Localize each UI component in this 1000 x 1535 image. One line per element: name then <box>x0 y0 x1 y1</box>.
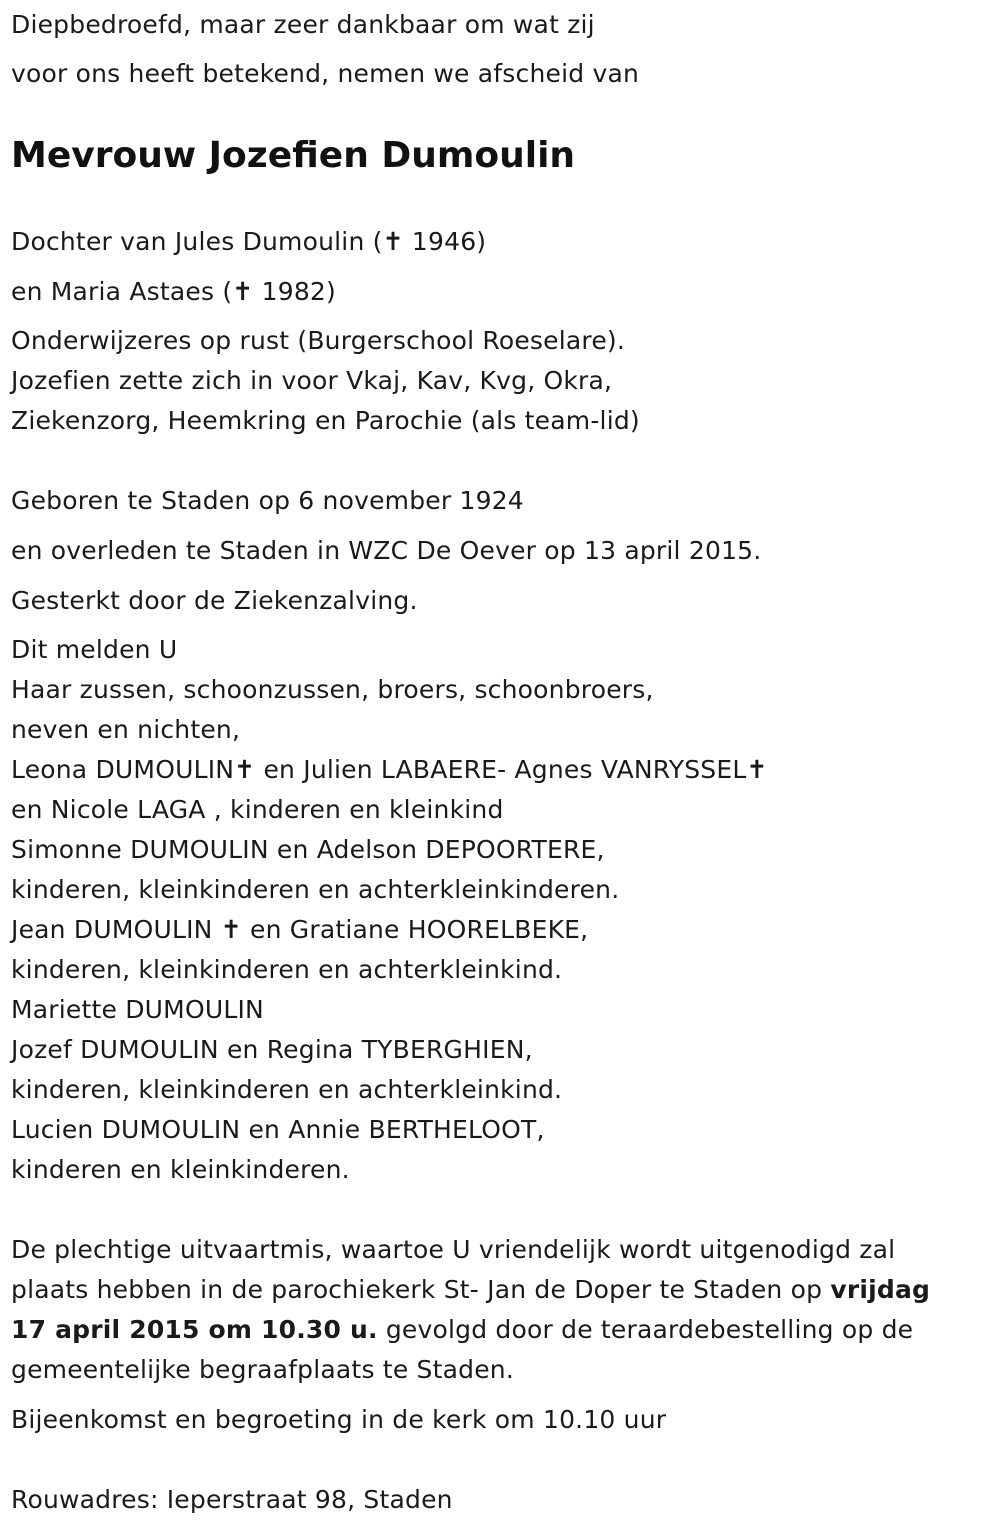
funeral-day: vrijdag <box>830 1275 931 1304</box>
intro-line-2: voor ons heeft betekend, nemen we afscheid van <box>11 59 640 88</box>
family-line: Jean DUMOULIN ✝ en Gratiane HOORELBEKE, <box>11 915 589 944</box>
death-line: en overleden te Staden in WZC De Oever op 13 april 2015. <box>11 536 762 565</box>
family-line: Simonne DUMOULIN en Adelson DEPOORTERE, <box>11 835 605 864</box>
family-line: kinderen, kleinkinderen en achterkleinkinderen. <box>11 875 620 904</box>
intro-line-1: Diepbedroefd, maar zeer dankbaar om wat zij <box>11 10 595 39</box>
family-line: Leona DUMOULIN✝ en Julien LABAERE- Agnes VANRYSSEL✝ <box>11 755 768 784</box>
funeral-place-text: plaats hebben in de parochiekerk St- Jan de Doper te Staden op <box>11 1275 831 1304</box>
parents-line-1: Dochter van Jules Dumoulin (✝ 1946) <box>11 227 487 256</box>
parents-line-2: en Maria Astaes (✝ 1982) <box>11 277 336 306</box>
funeral-burial-text: gevolgd door de teraardebestelling op de <box>377 1315 914 1344</box>
family-line: Mariette DUMOULIN <box>11 995 264 1024</box>
occupation-line: Onderwijzeres op rust (Burgerschool Roeselare). <box>11 326 626 355</box>
funeral-date-time: 17 april 2015 om 10.30 u. <box>11 1315 378 1344</box>
family-line: kinderen en kleinkinderen. <box>11 1155 350 1184</box>
funeral-line-3 <box>11 1314 913 1346</box>
engagement-line-2: Ziekenzorg, Heemkring en Parochie (als team-lid) <box>11 406 640 435</box>
family-line: kinderen, kleinkinderen en achterkleinkind. <box>11 1075 563 1104</box>
funeral-line-4: gemeentelijke begraafplaats te Staden. <box>11 1355 514 1384</box>
engagement-line-1: Jozefien zette zich in voor Vkaj, Kav, Kvg, Okra, <box>11 366 613 395</box>
family-line: Haar zussen, schoonzussen, broers, schoonbroers, <box>11 675 654 704</box>
gathering-line: Bijeenkomst en begroeting in de kerk om 10.10 uur <box>11 1405 667 1434</box>
sacrament-line: Gesterkt door de Ziekenzalving. <box>11 586 418 615</box>
family-line: en Nicole LAGA , kinderen en kleinkind <box>11 795 504 824</box>
deceased-name: Mevrouw Jozefien Dumoulin <box>11 135 576 176</box>
funeral-line-2 <box>11 1274 930 1306</box>
birth-line: Geboren te Staden op 6 november 1924 <box>11 486 524 515</box>
family-line: neven en nichten, <box>11 715 241 744</box>
mourning-address: Rouwadres: Ieperstraat 98, Staden <box>11 1485 453 1514</box>
family-line: Jozef DUMOULIN en Regina TYBERGHIEN, <box>11 1035 533 1064</box>
funeral-line-1: De plechtige uitvaartmis, waartoe U vriendelijk wordt uitgenodigd zal <box>11 1235 896 1264</box>
family-line: Lucien DUMOULIN en Annie BERTHELOOT, <box>11 1115 545 1144</box>
family-intro: Dit melden U <box>11 635 178 664</box>
family-line: kinderen, kleinkinderen en achterkleinkind. <box>11 955 563 984</box>
